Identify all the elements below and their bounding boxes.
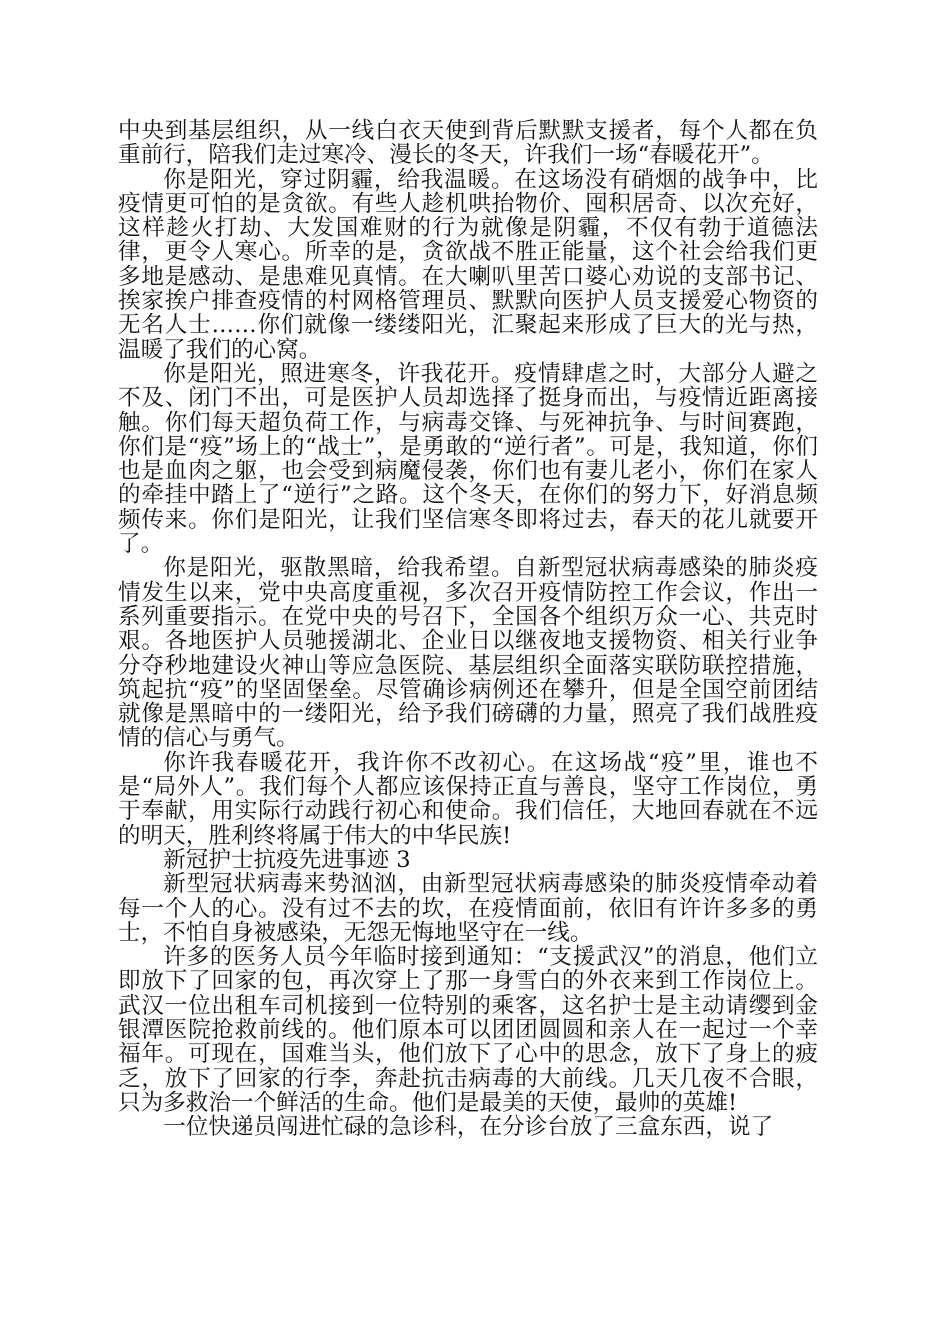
paragraph: 你是阳光，驱散黑暗，给我希望。自新型冠状病毒感染的肺炎疫情发生以来，党中央高度重视，多次召开疫情防控工作会议，作出一系列重要指示。在党中央的号召下，全国各个组织万众一心、共克时艰。各地医护人员驰援湖北、企业日以继夜地支援物资、相关行业争分夺秒地建设火神山等应急医院、基层组织全面落实联防联控措施，筑起抗“疫”的坚固堡垒。尽管确诊病例还在攀升，但是全国空前团结就像是黑暗中的一缕阳光，给予我们磅礴的力量，照亮了我们战胜疫情的信心与勇气。 (118, 555, 818, 752)
paragraph: 许多的医务人员今年临时接到通知：“支援武汉”的消息，他们立即放下了回家的包，再次穿上了那一身雪白的外衣来到工作岗位上。武汉一位出租车司机接到一位特别的乘客，这名护士是主动请缨到金银潭医院抢救前线的。他们原本可以团团圆圆和亲人在一起过一个幸福年。可现在，国难当头，他们放下了心中的思念，放下了身上的疲乏，放下了回家的行李，奔赴抗击病毒的大前线。几天几夜不合眼，只为多救治一个鲜活的生命。他们是最美的天使，最帅的英雄! (118, 944, 818, 1116)
paragraph: 你是阳光，穿过阴霾，给我温暖。在这场没有硝烟的战争中，比疫情更可怕的是贪欲。有些人趁机哄抬物价、囤积居奇、以次充好，这样趁火打劫、大发国难财的行为就像是阴霾，不仅有勃于道德法律，更令人寒心。所幸的是，贪欲战不胜正能量，这个社会给我们更多地是感动、是患难见真情。在大喇叭里苦口婆心劝说的支部书记、挨家挨户排查疫情的村网格管理员、默默向医护人员支援爱心物资的无名人士……你们就像一缕缕阳光，汇聚起来形成了巨大的光与热，温暖了我们的心窝。 (118, 166, 818, 363)
paragraph: 你是阳光，照进寒冬，许我花开。疫情肆虐之时，大部分人避之不及、闭门不出，可是医护人员却选择了挺身而出，与疫情近距离接触。你们每天超负荷工作，与病毒交锋、与死神抗争、与时间赛跑，你们是“疫”场上的“战士”，是勇敢的“逆行者”。可是，我知道，你们也是血肉之躯，也会受到病魔侵袭，你们也有妻儿老小，你们在家人的牵挂中踏上了“逆行”之路。这个冬天，在你们的努力下，好消息频频传来。你们是阳光，让我们坚信寒冬即将过去，春天的花儿就要开了。 (118, 360, 818, 558)
paragraph: 一位快递员闯进忙碌的急诊科，在分诊台放了三盒东西，说了 (163, 1114, 774, 1141)
paragraph: 你许我春暖花开，我许你不改初心。在这场战“疫”里，谁也不是“局外人”。我们每个人都应该保持正直与善良，坚守工作岗位，勇于奉献，用实际行动践行初心和使命。我们信任，大地回春就在不远的明天，胜利终将属于伟大的中华民族! (118, 749, 818, 849)
document-page (118, 119, 818, 1139)
paragraph: 新型冠状病毒来势汹汹，由新型冠状病毒感染的肺炎疫情牵动着每一个人的心。没有过不去的坎，在疫情面前，依旧有许许多多的勇士，不怕自身被感染，无怨无悔地坚守在一线。 (118, 871, 818, 946)
section-heading: 新冠护士抗疫先进事迹 3 (163, 846, 411, 873)
paragraph: 中央到基层组织，从一线白衣天使到背后默默支援者，每个人都在负重前行，陪我们走过寒冷、漫长的冬天，许我们一场“春暖花开”。 (118, 118, 818, 169)
